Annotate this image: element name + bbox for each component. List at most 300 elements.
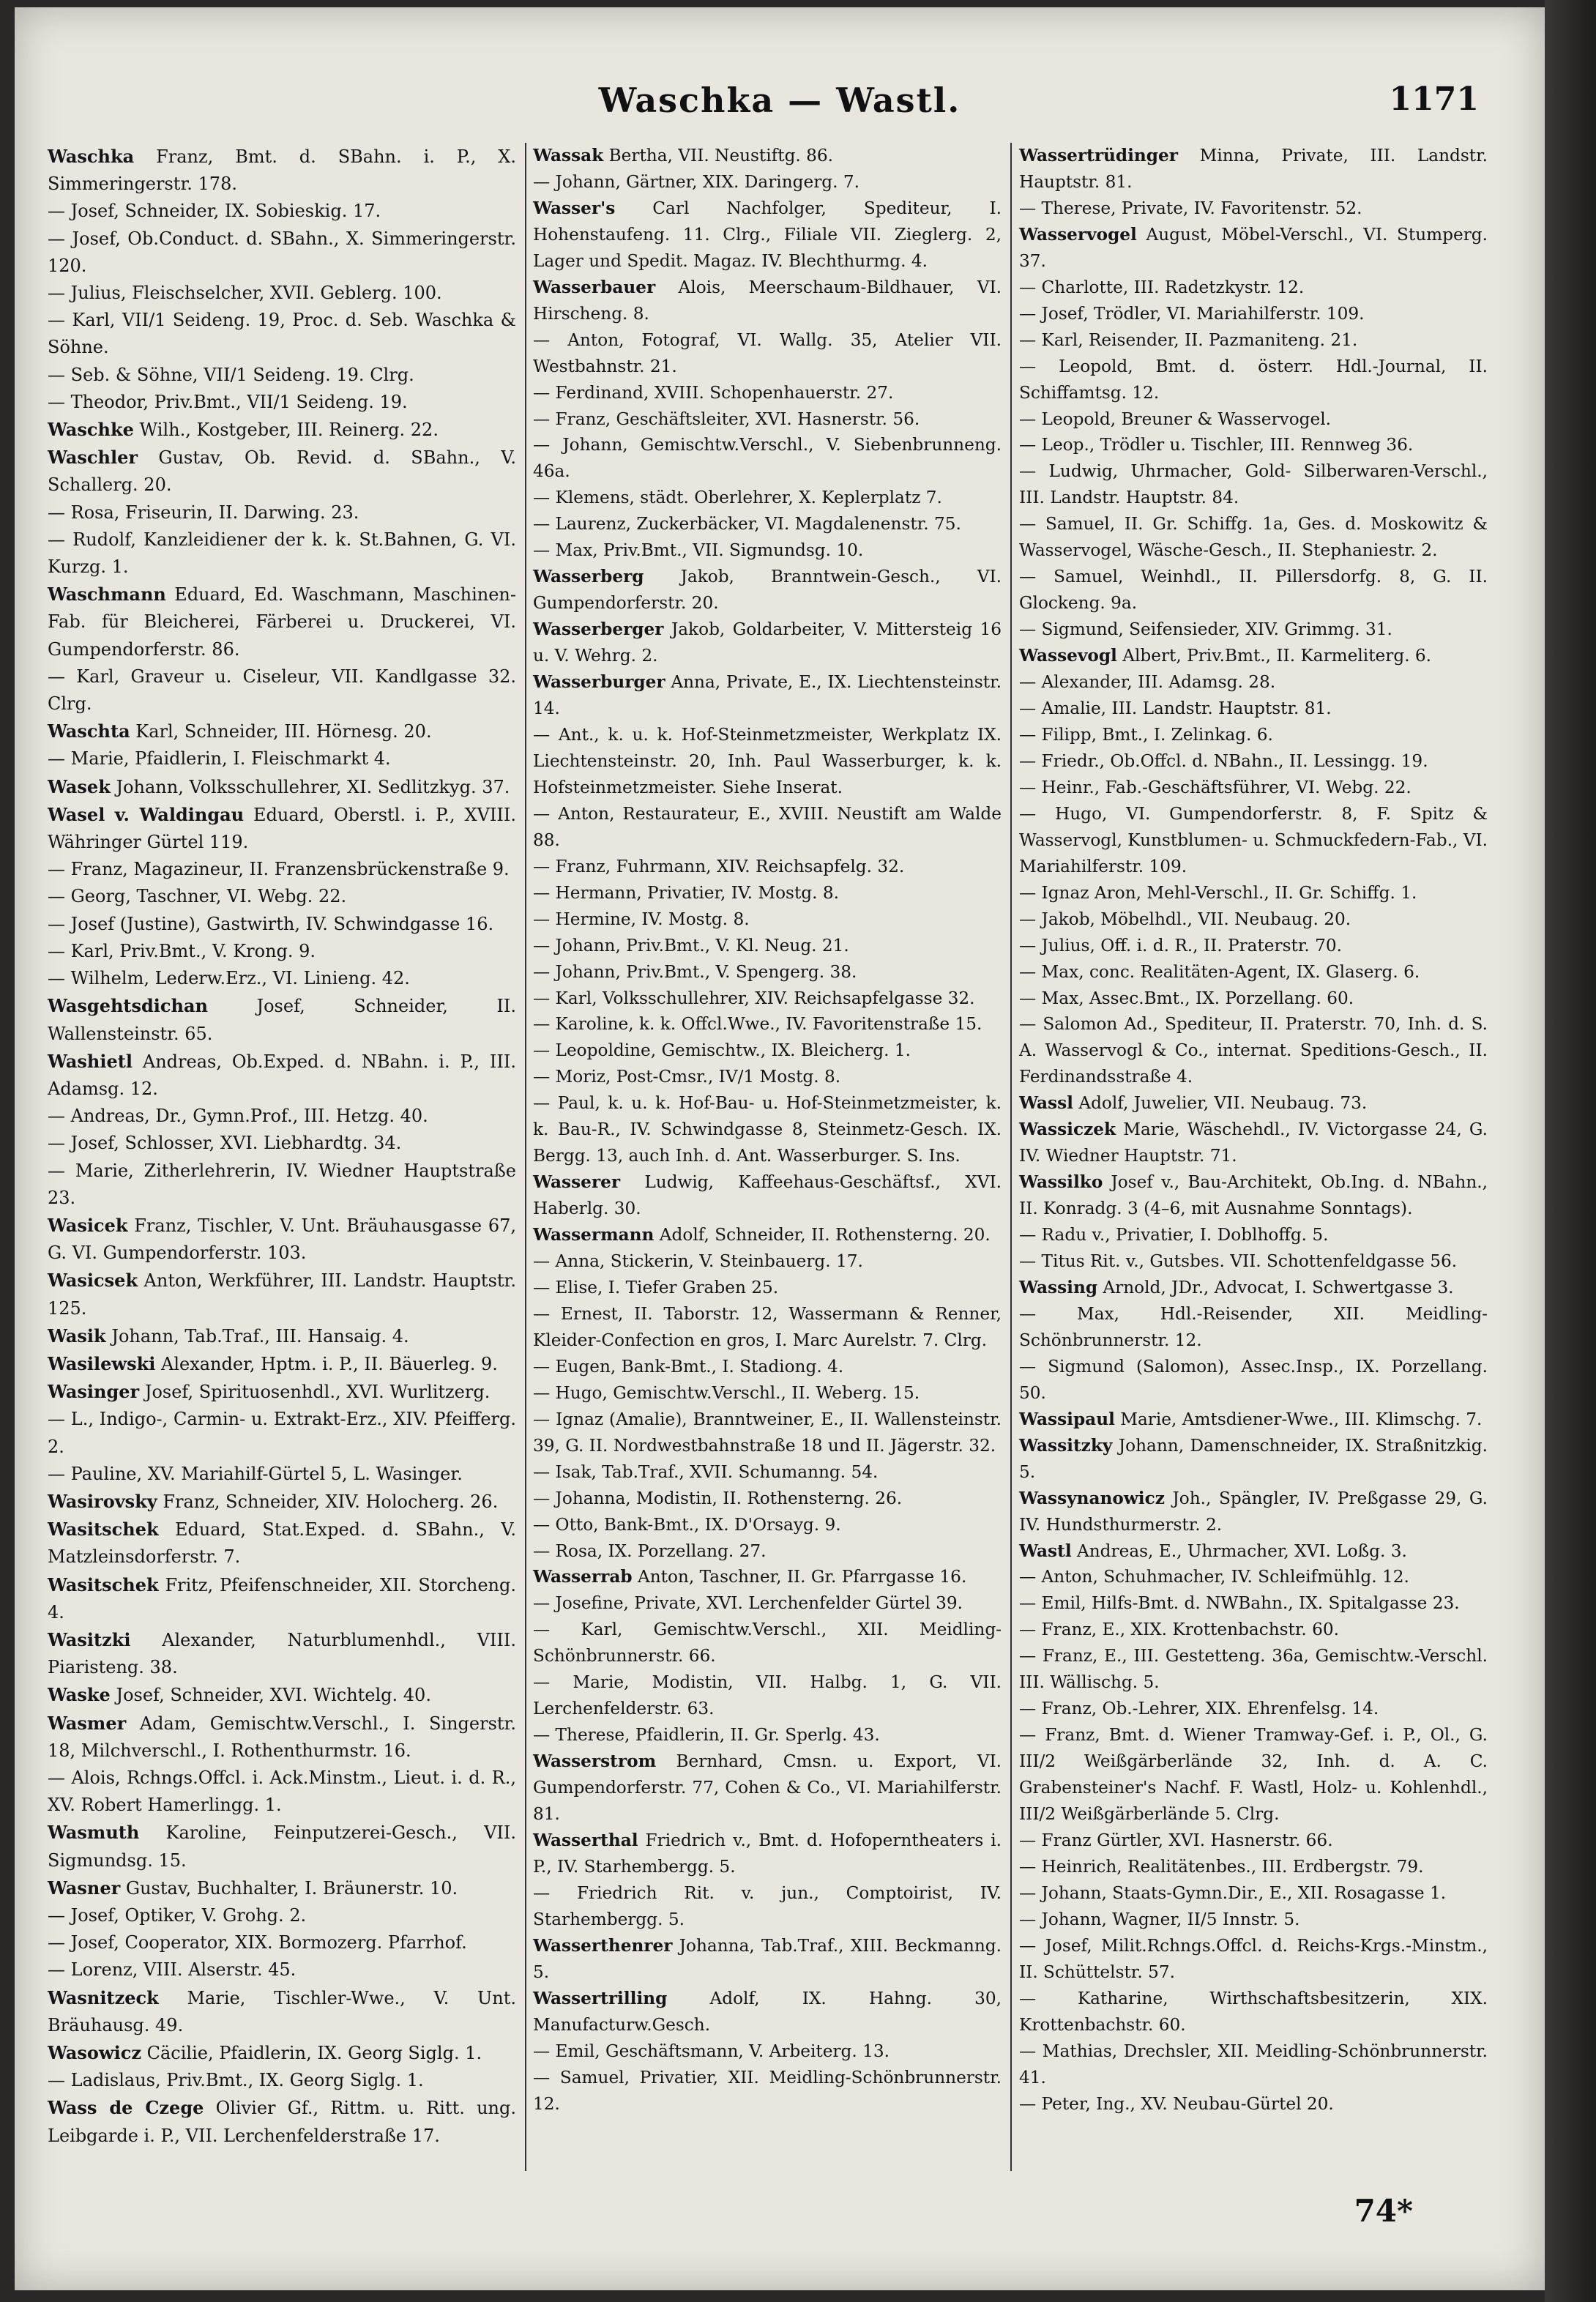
directory-entry [1019, 775, 1488, 801]
entry-details: — Max, Hdl.-Reisender, XII. Meidling-Schönbrunnerstr. 12. [1019, 1303, 1488, 1350]
directory-entry [1019, 1722, 1488, 1828]
entry-details: Bertha, VII. Neustiftg. 86. [603, 146, 834, 165]
directory-entry [48, 389, 516, 416]
entry-surname: Wasmer [48, 1712, 127, 1734]
directory-entry [533, 1038, 1002, 1064]
entry-details: — Georg, Taschner, VI. Webg. 22. [48, 886, 347, 907]
directory-entry [48, 280, 516, 307]
directory-entry [48, 992, 516, 1047]
directory-entry [1019, 669, 1488, 696]
entry-surname: Wasnitzeck [48, 1986, 159, 2008]
directory-entry [1019, 1275, 1488, 1301]
entry-details: — Karl, Volksschullehrer, XIV. Reichsapfelgasse 32. [533, 988, 975, 1008]
directory-entry [533, 1748, 1002, 1828]
entry-details: — Ludwig, Uhrmacher, Gold- Silberwaren-Verschl., III. Landstr. Hauptstr. 84. [1019, 461, 1488, 508]
entry-details: — Franz Gürtler, XVI. Hasnerstr. 66. [1019, 1830, 1333, 1850]
directory-entry [48, 1406, 516, 1460]
directory-entry [48, 1378, 516, 1406]
entry-details: — Theodor, Priv.Bmt., VII/1 Seideng. 19. [48, 391, 408, 412]
directory-entry [48, 1929, 516, 1956]
entry-details: — Rosa, IX. Porzellang. 27. [533, 1541, 767, 1561]
directory-entry [48, 1488, 516, 1516]
entry-details: Eduard, Ed. Waschmann, Maschinen-Fab. für Bleicherei, Färberei u. Druckerei, VI. Gumpendorferstr. 86. [48, 584, 516, 660]
entry-surname: Wassak [533, 146, 604, 165]
entry-surname: Wasitzki [48, 1628, 131, 1650]
directory-entry [48, 526, 516, 581]
entry-details: — Franz, E., III. Gestetteng. 36a, Gemischtw.-Verschl. III. Wällischg. 5. [1019, 1646, 1488, 1693]
entry-details: — Josef, Schlosser, XVI. Liebhardtg. 34. [48, 1133, 402, 1154]
entry-details: — Heinrich, Realitätenbes., III. Erdbergstr. 79. [1019, 1856, 1424, 1877]
directory-entry [533, 1301, 1002, 1354]
directory-entry [533, 537, 1002, 564]
entry-details: — Franz, Bmt. d. Wiener Tramway-Gef. i. P., Ol., G. III/2 Weißgärberlände 32, Inh. d. A. C. Grabensteiner's Nachf. F. Wastl, Holz- u. Kohlenhdl., III/2 Weißgärberlände 5. Clrg. [1019, 1725, 1488, 1825]
directory-entry [1019, 301, 1488, 327]
entry-surname: Waschke [48, 419, 134, 441]
entry-details: Friedrich v., Bmt. d. Hofoperntheaters i. P., IV. Starhembergg. 5. [533, 1830, 1002, 1877]
entry-details: — Therese, Private, IV. Favoritenstr. 52. [1019, 198, 1362, 218]
entry-details: — Max, conc. Realitäten-Agent, IX. Glaserg. 6. [1019, 961, 1420, 982]
directory-entry [1019, 1011, 1488, 1090]
directory-entry [533, 1407, 1002, 1459]
entry-details: — Mathias, Drechsler, XII. Meidling-Schönbrunnerstr. 41. [1019, 2041, 1488, 2087]
entry-details: — Josef (Justine), Gastwirth, IV. Schwindgasse 16. [48, 913, 494, 934]
entry-surname: Wasgehtsdichan [48, 995, 208, 1017]
entry-details: Alois, Meerschaum-Bildhauer, VI. Hirscheng. 8. [533, 277, 1002, 324]
entry-surname: Wasser's [533, 198, 616, 218]
signature-mark: 74* [1354, 2193, 1413, 2229]
directory-entry [1019, 406, 1488, 433]
column-2 [533, 143, 1002, 2117]
entry-details: — Josefine, Private, XVI. Lerchenfelder Gürtel 39. [533, 1593, 963, 1614]
directory-entry [48, 499, 516, 526]
entry-details: Marie, Tischler-Wwe., V. Unt. Bräuhausg. 49. [48, 1987, 516, 2035]
directory-entry [48, 2039, 516, 2067]
entry-details: — Seb. & Söhne, VII/1 Seideng. 19. Clrg. [48, 364, 414, 385]
entry-surname: Wasik [48, 1325, 106, 1346]
directory-entry [48, 718, 516, 745]
entry-surname: Wassertrilling [533, 1988, 668, 2008]
directory-entry [1019, 143, 1488, 195]
entry-details: — Moriz, Post-Cmsr., IV/1 Mostg. 8. [533, 1067, 841, 1087]
entry-surname: Wassevogl [1019, 646, 1117, 666]
entry-details: Josef, Schneider, XVI. Wichtelg. 40. [110, 1685, 431, 1706]
entry-details: Johann, Tab.Traf., III. Hansaig. 4. [105, 1325, 409, 1346]
directory-entry [533, 1275, 1002, 1301]
directory-entry [48, 198, 516, 225]
entry-surname: Waschka [48, 146, 135, 167]
directory-entry [48, 362, 516, 389]
directory-entry [1019, 1169, 1488, 1222]
directory-entry [48, 226, 516, 280]
directory-entry [1019, 1828, 1488, 1854]
entry-details: — Rudolf, Kanzleidiener der k. k. St.Bahnen, G. VI. Kurzg. 1. [48, 529, 516, 578]
entry-surname: Wasel v. Waldingau [48, 803, 245, 825]
entry-details: Arnold, JDr., Advocat, I. Schwertgasse 3. [1097, 1277, 1454, 1297]
entry-details: — Alexander, III. Adamsg. 28. [1019, 672, 1276, 693]
directory-entry [1019, 880, 1488, 906]
entry-details: — Karl, Graveur u. Ciseleur, VII. Kandlgasse 32. Clrg. [48, 666, 516, 715]
directory-entry [1019, 986, 1488, 1012]
column-rule [1010, 143, 1012, 2171]
directory-entry [1019, 959, 1488, 986]
entry-details: — Andreas, Dr., Gymn.Prof., III. Hetzg. 40. [48, 1106, 428, 1127]
entry-details: Olivier Gf., Rittm. u. Ritt. ung. Leibgarde i. P., VII. Lerchenfelderstraße 17. [48, 2098, 516, 2146]
directory-entry [1019, 617, 1488, 643]
directory-entry [48, 773, 516, 801]
directory-entry [48, 1322, 516, 1350]
directory-entry [533, 2065, 1002, 2117]
directory-entry [533, 1880, 1002, 1933]
directory-entry [1019, 564, 1488, 617]
directory-entry [48, 1984, 516, 2039]
entry-details: — Leopoldine, Gemischtw., IX. Bleicherg. 1. [533, 1040, 911, 1061]
entry-surname: Wassiczek [1019, 1120, 1116, 1140]
entry-details: Carl Nachfolger, Spediteur, I. Hohenstaufeng. 11. Clrg., Filiale VII. Zieglerg. 2, Lager und Spedit. Magaz. IV. Blechthurmg. 4. [533, 198, 1002, 271]
entry-details: — Josef, Milit.Rchngs.Offcl. d. Reichs-Krgs.-Minstm., II. Schüttelstr. 57. [1019, 1935, 1488, 1982]
entry-surname: Wassl [1019, 1093, 1073, 1114]
directory-entry [1019, 222, 1488, 275]
entry-surname: Wassilko [1019, 1172, 1103, 1193]
entry-details: Minna, Private, III. Landstr. Hauptstr. 81. [1019, 146, 1488, 192]
running-head: Waschka — Wastl. [598, 81, 961, 120]
entry-details: Johann, Damenschneider, IX. Straßnitzkig. 5. [1019, 1435, 1488, 1482]
entry-details: Ludwig, Kaffeehaus-Geschäftsf., XVI. Haberlg. 30. [533, 1172, 1002, 1219]
directory-entry [1019, 1117, 1488, 1169]
directory-entry [533, 801, 1002, 854]
entry-details: — Franz, Magazineur, II. Franzensbrückenstraße 9. [48, 859, 510, 880]
directory-entry [1019, 1354, 1488, 1407]
entry-details: Franz, Tischler, V. Unt. Bräuhausgasse 67, G. VI. Gumpendorferstr. 103. [48, 1215, 516, 1264]
entry-details: — Laurenz, Zuckerbäcker, VI. Magdalenenstr. 75. [533, 514, 961, 534]
directory-entry [1019, 1486, 1488, 1538]
entry-surname: Wasicek [48, 1214, 128, 1236]
entry-details: — Johann, Staats-Gymn.Dir., E., XII. Rosagasse 1. [1019, 1882, 1447, 1903]
entry-details: — Klemens, städt. Oberlehrer, X. Keplerplatz 7. [533, 488, 942, 508]
entry-details: — Pauline, XV. Mariahilf-Gürtel 5, L. Wasinger. [48, 1463, 463, 1484]
entry-surname: Wass de Czege [48, 2097, 204, 2119]
directory-entry [1019, 801, 1488, 880]
entry-details: — Johann, Gemischtw.Verschl., V. Siebenbrunneng. 46a. [533, 435, 1002, 482]
directory-entry [533, 1169, 1002, 1222]
entry-details: — Friedrich Rit. v. jun., Comptoirist, IV. Starhembergg. 5. [533, 1882, 1002, 1929]
entry-details: August, Möbel-Verschl., VI. Stumperg. 37. [1019, 224, 1488, 271]
directory-entry [48, 1571, 516, 1626]
entry-surname: Wasmuth [48, 1822, 140, 1844]
entry-details: — Samuel, Weinhdl., II. Pillersdorfg. 8, G. II. Glockeng. 9a. [1019, 567, 1488, 614]
entry-details: — Johanna, Modistin, II. Rothensterng. 26. [533, 1488, 903, 1508]
entry-details: Marie, Amtsdiener-Wwe., III. Klimschg. 7. [1114, 1409, 1483, 1429]
directory-entry [533, 406, 1002, 433]
entry-details: — Hermine, IV. Mostg. 8. [533, 909, 750, 929]
entry-details: — Heinr., Fab.-Geschäftsführer, VI. Webg. 22. [1019, 777, 1412, 797]
directory-entry [48, 938, 516, 965]
entry-details: — Ant., k. u. k. Hof-Steinmetzmeister, Werkplatz IX. Liechtensteinstr. 20, Inh. Paul Wasserburger, k. k. Hofsteinmetzmeister. Siehe Inserat. [533, 724, 1002, 797]
directory-entry [533, 1064, 1002, 1090]
entry-details: — Titus Rit. v., Gutsbes. VII. Schottenfeldgasse 56. [1019, 1251, 1458, 1272]
directory-entry [533, 1590, 1002, 1617]
entry-surname: Wasek [48, 775, 111, 797]
directory-entry [533, 169, 1002, 195]
directory-entry [1019, 1538, 1488, 1565]
directory-entry [48, 1874, 516, 1902]
entry-details: — Alois, Rchngs.Offcl. i. Ack.Minstm., Lieut. i. d. R., XV. Robert Hamerlingg. 1. [48, 1767, 516, 1816]
directory-entry [533, 669, 1002, 722]
column-1 [48, 143, 516, 2150]
directory-entry [533, 2038, 1002, 2065]
entry-details: — Karl, Gemischtw.Verschl., XII. Meidling-Schönbrunnerstr. 66. [533, 1620, 1002, 1666]
entry-surname: Wasserstrom [533, 1751, 657, 1772]
entry-details: — Lorenz, VIII. Alserstr. 45. [48, 1959, 297, 1981]
entry-details: Adam, Gemischtw.Verschl., I. Singerstr. 18, Milchverschl., I. Rothenthurmstr. 16. [48, 1713, 516, 1761]
entry-details: — Max, Assec.Bmt., IX. Porzellang. 60. [1019, 988, 1354, 1008]
directory-entry [533, 1011, 1002, 1038]
entry-details: Alexander, Naturblumenhdl., VIII. Piaristeng. 38. [48, 1629, 516, 1678]
entry-surname: Wasitschek [48, 1573, 159, 1595]
entry-details: Gustav, Ob. Revid. d. SBahn., V. Schallerg. 20. [48, 447, 516, 496]
entry-details: — Samuel, II. Gr. Schiffg. 1a, Ges. d. Moskowitz & Wasservogel, Wäsche-Gesch., II. Stephaniestr. 2. [1019, 514, 1488, 561]
entry-surname: Wassertrüdinger [1019, 146, 1178, 165]
entry-details: — Emil, Geschäftsmann, V. Arbeiterg. 13. [533, 2041, 890, 2061]
directory-entry [48, 416, 516, 444]
entry-surname: Wasirovsky [48, 1490, 157, 1512]
entry-details: — Julius, Fleischselcher, XVII. Geblerg. 100. [48, 283, 442, 304]
entry-details: — Anton, Schuhmacher, IV. Schleifmühlg. 12. [1019, 1567, 1409, 1587]
entry-details: Marie, Wäschehdl., IV. Victorgasse 24, G. IV. Wiedner Hauptstr. 71. [1019, 1120, 1488, 1166]
entry-details: — Josef, Trödler, VI. Mariahilferstr. 109. [1019, 303, 1365, 324]
directory-entry [533, 880, 1002, 906]
entry-details: — Johann, Priv.Bmt., V. Kl. Neug. 21. [533, 935, 849, 956]
entry-details: — Charlotte, III. Radetzkystr. 12. [1019, 277, 1305, 297]
entry-details: — Rosa, Friseurin, II. Darwing. 23. [48, 502, 359, 523]
entry-surname: Wasserthal [533, 1830, 638, 1850]
entry-details: — Sigmund (Salomon), Assec.Insp., IX. Porzellang. 50. [1019, 1356, 1488, 1403]
entry-details: — Elise, I. Tiefer Graben 25. [533, 1277, 779, 1297]
directory-entry [48, 1626, 516, 1681]
directory-entry [48, 911, 516, 938]
entry-surname: Wassipaul [1019, 1409, 1115, 1429]
entry-details: — Karl, VII/1 Seideng. 19, Proc. d. Seb. Waschka & Söhne. [48, 310, 516, 358]
entry-details: — Emil, Hilfs-Bmt. d. NWBahn., IX. Spitalgasse 23. [1019, 1593, 1460, 1614]
entry-details: Adolf, Juwelier, VII. Neubaug. 73. [1073, 1093, 1368, 1114]
entry-details: — Otto, Bank-Bmt., IX. D'Orsayg. 9. [533, 1514, 841, 1535]
entry-details: Fritz, Pfeifenschneider, XII. Storcheng. 4. [48, 1574, 516, 1623]
directory-entry [533, 906, 1002, 933]
directory-entry [1019, 432, 1488, 458]
directory-entry [533, 195, 1002, 275]
directory-entry [533, 564, 1002, 617]
directory-entry [1019, 748, 1488, 775]
entry-surname: Wasserberger [533, 619, 664, 640]
directory-entry [533, 1380, 1002, 1407]
directory-entry [1019, 1590, 1488, 1617]
directory-entry [48, 1267, 516, 1322]
entry-details: — Hugo, VI. Gumpendorferstr. 8, F. Spitz & Wasservogl, Kunstblumen- u. Schmuckfedern-Fab., VI. Mariahilferstr. 109. [1019, 803, 1488, 876]
column-3 [1019, 143, 1488, 2117]
entry-surname: Wasner [48, 1877, 121, 1899]
entry-details: Bernhard, Cmsn. u. Export, VI. Gumpendorferstr. 77, Cohen & Co., VI. Mariahilferstr. 81. [533, 1751, 1002, 1825]
directory-entry [48, 1158, 516, 1212]
entry-details: — Ignaz Aron, Mehl-Verschl., II. Gr. Schiffg. 1. [1019, 882, 1417, 903]
entry-surname: Wasserburger [533, 672, 665, 693]
directory-entry [533, 143, 1002, 169]
entry-details: Albert, Priv.Bmt., II. Karmeliterg. 6. [1116, 646, 1432, 666]
directory-entry [48, 2094, 516, 2149]
directory-entry [1019, 354, 1488, 406]
entry-details: — Karoline, k. k. Offcl.Wwe., IV. Favoritenstraße 15. [533, 1014, 982, 1035]
directory-entry [1019, 1880, 1488, 1907]
page-number: 1171 [1389, 81, 1479, 118]
entry-details: Karl, Schneider, III. Hörnesg. 20. [130, 721, 432, 742]
directory-entry [533, 933, 1002, 959]
directory-entry [533, 485, 1002, 511]
entry-details: Cäcilie, Pfaidlerin, IX. Georg Siglg. 1. [141, 2043, 482, 2064]
directory-entry [1019, 1907, 1488, 1933]
directory-entry [1019, 696, 1488, 722]
directory-entry [533, 511, 1002, 537]
entry-details: Josef v., Bau-Architekt, Ob.Ing. d. NBahn., II. Konradg. 3 (4–6, mit Ausnahme Sonntags). [1019, 1172, 1488, 1219]
entry-details: Johann, Volksschullehrer, XI. Sedlitzkyg. 37. [110, 776, 510, 797]
entry-surname: Waschler [48, 447, 138, 469]
entry-details: Eduard, Oberstl. i. P., XVIII. Währinger Gürtel 119. [48, 804, 517, 853]
directory-entry [48, 444, 516, 499]
entry-details: — Jakob, Möbelhdl., VII. Neubaug. 20. [1019, 909, 1351, 929]
directory-entry [48, 1681, 516, 1709]
directory-entry [1019, 511, 1488, 564]
directory-entry [48, 1765, 516, 1819]
entry-surname: Wasserrab [533, 1567, 633, 1587]
directory-entry [1019, 1407, 1488, 1433]
directory-entry [533, 1248, 1002, 1275]
entry-surname: Wasowicz [48, 2042, 141, 2064]
directory-entry [533, 1828, 1002, 1880]
entry-details: — Franz, Ob.-Lehrer, XIX. Ehrenfelsg. 14. [1019, 1699, 1379, 1719]
directory-entry [1019, 275, 1488, 301]
entry-details: — Josef, Ob.Conduct. d. SBahn., X. Simmeringerstr. 120. [48, 228, 516, 276]
entry-details: Gustav, Buchhalter, I. Bräunerstr. 10. [120, 1877, 458, 1899]
directory-entry [1019, 1564, 1488, 1590]
book-spine [1545, 0, 1596, 2302]
entry-surname: Wasserthenrer [533, 1935, 673, 1956]
directory-entry [1019, 1933, 1488, 1986]
directory-entry [48, 1461, 516, 1488]
directory-entry [533, 1354, 1002, 1380]
directory-entry [533, 1486, 1002, 1512]
entry-details: Adolf, IX. Hahng. 30, Manufacturw.Gesch. [533, 1988, 1002, 2035]
entry-details: — Marie, Modistin, VII. Halbg. 1, G. VII. Lerchenfelderstr. 63. [533, 1672, 1002, 1719]
entry-details: Anton, Werkführer, III. Landstr. Hauptstr. 125. [48, 1270, 516, 1319]
directory-entry [48, 1710, 516, 1765]
entry-surname: Wasitschek [48, 1519, 159, 1541]
entry-details: — Max, Priv.Bmt., VII. Sigmundsg. 10. [533, 540, 864, 561]
directory-entry [48, 1212, 516, 1267]
directory-entry [1019, 1222, 1488, 1248]
directory-entry [1019, 458, 1488, 511]
entry-details: — Wilhelm, Lederw.Erz., VI. Linieng. 42. [48, 968, 410, 989]
directory-entry [1019, 327, 1488, 354]
entry-details: Anna, Private, E., IX. Liechtensteinstr. 14. [533, 672, 1002, 719]
entry-surname: Wasserer [533, 1172, 621, 1193]
entry-details: — Leopold, Breuner & Wasservogel. [1019, 409, 1332, 429]
directory-entry [533, 275, 1002, 327]
entry-surname: Waschta [48, 720, 130, 742]
directory-entry [1019, 2038, 1488, 2091]
directory-entry [1019, 1248, 1488, 1275]
entry-details: Franz, Bmt. d. SBahn. i. P., X. Simmeringerstr. 178. [48, 146, 516, 195]
entry-details: — Anton, Fotograf, VI. Wallg. 35, Atelier VII. Westbahnstr. 21. [533, 329, 1002, 376]
directory-entry [48, 1048, 516, 1103]
directory-entry [48, 965, 516, 992]
entry-details: — L., Indigo-, Carmin- u. Extrakt-Erz., XIV. Pfeifferg. 2. [48, 1409, 516, 1457]
directory-entry [48, 1516, 516, 1571]
directory-entry [533, 959, 1002, 986]
directory-entry [1019, 1617, 1488, 1643]
directory-entry [533, 327, 1002, 380]
entry-details: — Eugen, Bank-Bmt., I. Stadiong. 4. [533, 1356, 844, 1377]
entry-details: Josef, Spirituosenhdl., XVI. Wurlitzerg. [139, 1382, 491, 1403]
entry-details: — Salomon Ad., Spediteur, II. Praterstr. 70, Inh. d. S. A. Wasservogl & Co., internat. Speditions-Gesch., II. Ferdinandsstraße 4. [1019, 1014, 1488, 1087]
entry-details: — Johann, Gärtner, XIX. Daringerg. 7. [533, 171, 859, 192]
entry-details: Jakob, Branntwein-Gesch., VI. Gumpendorferstr. 20. [533, 567, 1002, 614]
entry-details: — Ferdinand, XVIII. Schopenhauerstr. 27. [533, 382, 894, 403]
directory-entry [533, 1090, 1002, 1169]
directory-entry [533, 432, 1002, 485]
entry-details: Wilh., Kostgeber, III. Reinerg. 22. [133, 420, 439, 441]
entry-surname: Wassermann [533, 1225, 655, 1245]
entry-details: Andreas, E., Uhrmacher, XVI. Loßg. 3. [1071, 1541, 1407, 1561]
entry-details: — Franz, Fuhrmann, XIV. Reichsapfelg. 32. [533, 856, 905, 876]
directory-entry [1019, 1301, 1488, 1354]
directory-entry [533, 1538, 1002, 1565]
directory-entry [1019, 643, 1488, 669]
entry-details: — Ladislaus, Priv.Bmt., IX. Georg Siglg. 1. [48, 2070, 424, 2091]
directory-entry [533, 617, 1002, 669]
entry-details: — Marie, Zitherlehrerin, IV. Wiedner Hauptstraße 23. [48, 1160, 516, 1208]
entry-details: Eduard, Stat.Exped. d. SBahn., V. Matzleinsdorferstr. 7. [48, 1519, 516, 1568]
directory-entry [533, 854, 1002, 880]
directory-entry [48, 307, 516, 361]
directory-entry [533, 380, 1002, 406]
entry-details: — Anna, Stickerin, V. Steinbauerg. 17. [533, 1251, 863, 1272]
entry-details: — Karl, Reisender, II. Pazmaniteng. 21. [1019, 329, 1358, 350]
directory-entry [1019, 722, 1488, 748]
entry-details: — Johann, Wagner, II/5 Innstr. 5. [1019, 1909, 1300, 1929]
entry-details: — Radu v., Privatier, I. Doblhoffg. 5. [1019, 1225, 1329, 1245]
directory-entry [1019, 1696, 1488, 1722]
directory-entry [48, 1130, 516, 1157]
directory-entry [533, 1222, 1002, 1248]
directory-entry [48, 1350, 516, 1378]
entry-surname: Wasinger [48, 1381, 140, 1403]
entry-surname: Wassing [1019, 1277, 1098, 1297]
directory-entry [533, 986, 1002, 1012]
entry-surname: Wassynanowicz [1019, 1488, 1165, 1508]
directory-entry [48, 745, 516, 772]
entry-surname: Wastl [1019, 1541, 1072, 1561]
directory-entry [533, 1933, 1002, 1986]
entry-surname: Wasserberg [533, 567, 644, 587]
directory-entry [1019, 933, 1488, 959]
entry-details: — Anton, Restaurateur, E., XVIII. Neustift am Walde 88. [533, 803, 1002, 850]
directory-entry [48, 2067, 516, 2094]
entry-details: — Franz, E., XIX. Krottenbachstr. 60. [1019, 1620, 1340, 1640]
entry-details: — Josef, Optiker, V. Grohg. 2. [48, 1905, 307, 1926]
entry-details: Andreas, Ob.Exped. d. NBahn. i. P., III. Adamsg. 12. [48, 1051, 516, 1099]
entry-details: — Leopold, Bmt. d. österr. Hdl.-Journal, II. Schiffamtsg. 12. [1019, 356, 1488, 403]
directory-entry [1019, 1643, 1488, 1696]
directory-entry [48, 801, 516, 856]
entry-surname: Wassitzky [1019, 1435, 1113, 1456]
entry-surname: Wasilewski [48, 1352, 156, 1374]
